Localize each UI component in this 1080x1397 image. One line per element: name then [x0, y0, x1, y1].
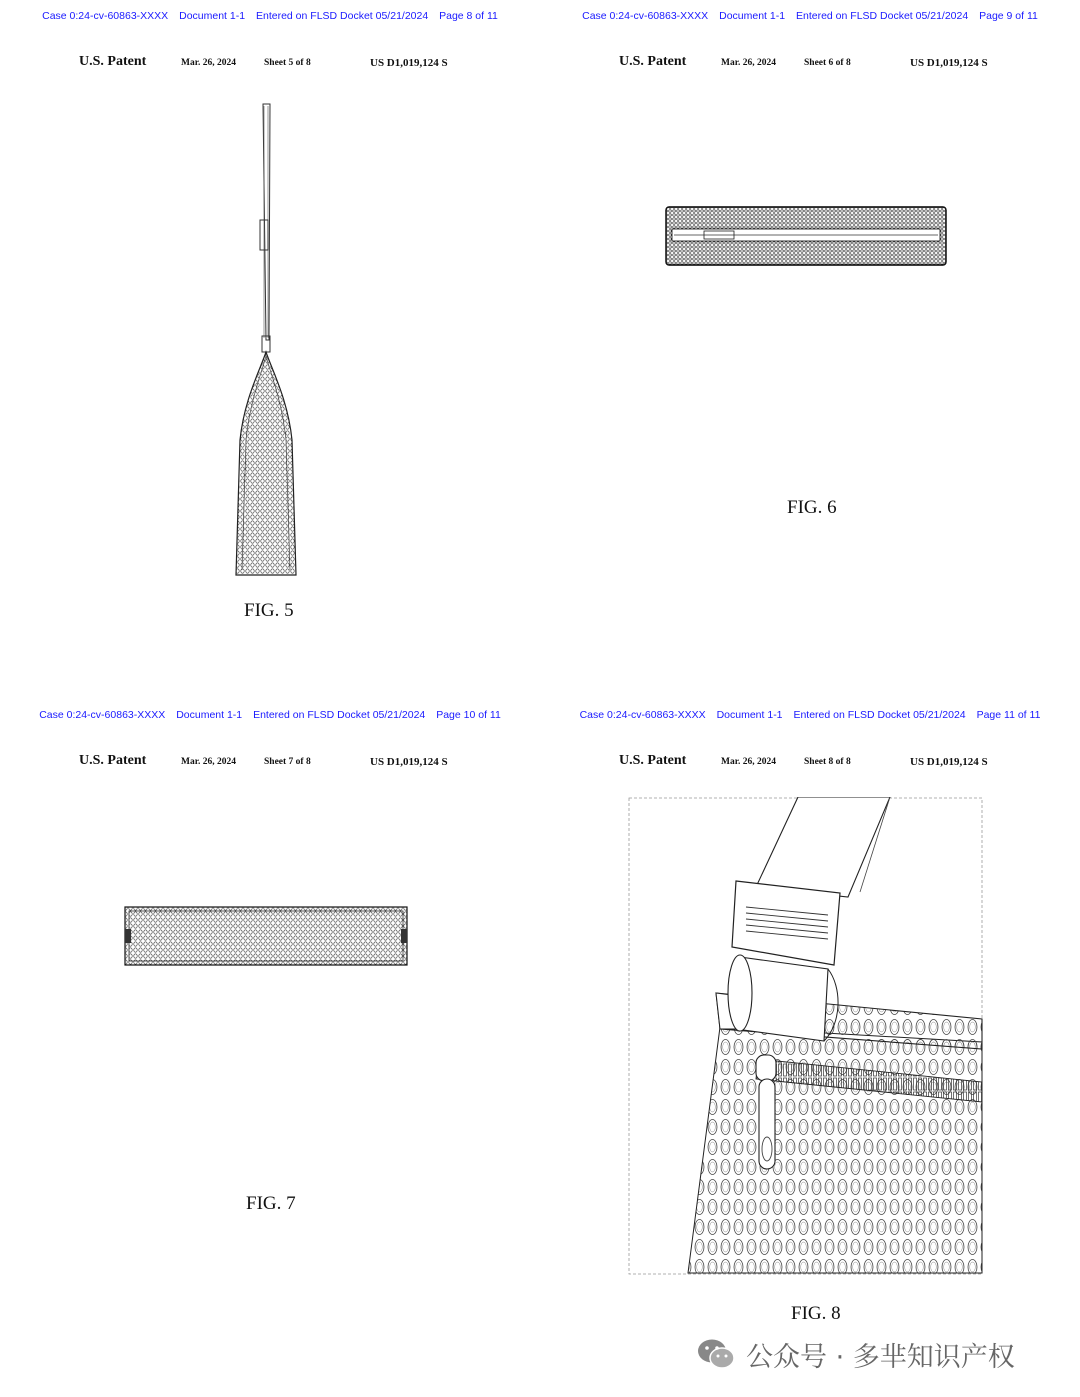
- docket-case[interactable]: Case 0:24-cv-60863-XXXX: [42, 10, 169, 22]
- watermark: [696, 1334, 1015, 1374]
- patent-title: U.S. Patent: [619, 753, 687, 768]
- docket-page[interactable]: Page 10 of 11: [436, 709, 501, 721]
- patent-sheet: Sheet 5 of 8: [264, 58, 311, 68]
- docket-line: [0, 10, 540, 22]
- patent-page-sheet-5: [0, 0, 540, 698]
- docket-line: [540, 10, 1080, 22]
- patent-number: US D1,019,124 S: [910, 756, 988, 768]
- docket-document[interactable]: Document 1-1: [716, 709, 783, 721]
- patent-title: U.S. Patent: [79, 54, 147, 69]
- fig5-drawing: [210, 100, 330, 590]
- docket-page[interactable]: Page 8 of 11: [439, 10, 498, 22]
- wechat-icon: [696, 1336, 736, 1372]
- patent-number: US D1,019,124 S: [370, 756, 448, 768]
- docket-case[interactable]: Case 0:24-cv-60863-XXXX: [39, 709, 166, 721]
- fig6-drawing: [664, 205, 948, 267]
- patent-date: Mar. 26, 2024: [181, 757, 237, 767]
- patent-date: Mar. 26, 2024: [721, 757, 777, 767]
- patent-header: [0, 753, 540, 773]
- patent-page-sheet-8: [540, 699, 1080, 1397]
- figure-label: FIG. 6: [787, 497, 837, 518]
- docket-document[interactable]: Document 1-1: [179, 10, 246, 22]
- docket-line: [0, 709, 540, 721]
- patent-header: [540, 54, 1080, 74]
- docket-case[interactable]: Case 0:24-cv-60863-XXXX: [579, 709, 706, 721]
- docket-entered[interactable]: Entered on FLSD Docket 05/21/2024: [253, 709, 426, 721]
- patent-page-sheet-6: [540, 0, 1080, 698]
- patent-date: Mar. 26, 2024: [181, 58, 237, 68]
- patent-sheet: Sheet 8 of 8: [804, 757, 851, 767]
- patent-sheet: Sheet 6 of 8: [804, 58, 851, 68]
- figure-label: FIG. 5: [244, 600, 294, 621]
- docket-entered[interactable]: Entered on FLSD Docket 05/21/2024: [795, 10, 969, 22]
- docket-document[interactable]: Document 1-1: [176, 709, 243, 721]
- docket-entered[interactable]: Entered on FLSD Docket 05/21/2024: [255, 10, 429, 22]
- docket-page[interactable]: Page 9 of 11: [979, 10, 1038, 22]
- docket-document[interactable]: Document 1-1: [719, 10, 786, 22]
- patent-sheet: Sheet 7 of 8: [264, 757, 311, 767]
- fig8-drawing: [628, 797, 984, 1277]
- figure-label: FIG. 7: [246, 1193, 296, 1214]
- patent-header: [0, 54, 540, 74]
- watermark-text: 公众号 · 多芈知识产权: [746, 1341, 1015, 1373]
- fig7-drawing: [123, 905, 409, 967]
- patent-title: U.S. Patent: [79, 753, 147, 768]
- patent-page-sheet-7: [0, 699, 540, 1397]
- patent-number: US D1,019,124 S: [910, 57, 988, 69]
- patent-title: U.S. Patent: [619, 54, 687, 69]
- patent-header: [540, 753, 1080, 773]
- figure-label: FIG. 8: [791, 1303, 841, 1324]
- docket-entered[interactable]: Entered on FLSD Docket 05/21/2024: [793, 709, 966, 721]
- patent-date: Mar. 26, 2024: [721, 58, 777, 68]
- docket-page[interactable]: Page 11 of 11: [976, 709, 1041, 721]
- docket-line: [540, 709, 1080, 721]
- patent-number: US D1,019,124 S: [370, 57, 448, 69]
- docket-case[interactable]: Case 0:24-cv-60863-XXXX: [582, 10, 709, 22]
